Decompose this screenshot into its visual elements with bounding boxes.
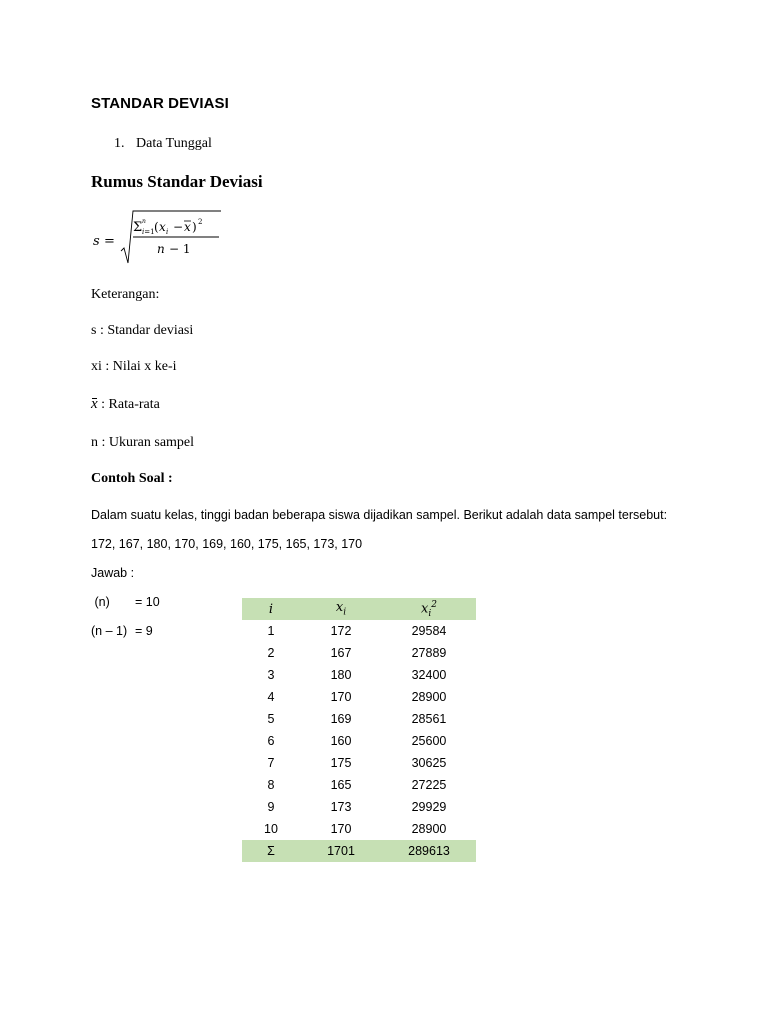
soal-text: Dalam suatu kelas, tinggi badan beberapa siswa dijadikan sampel. Berikut adalah data sampel tersebut: [91,508,668,522]
cell-x-squared: 27225 [411,778,447,792]
jawab-label: Jawab : [91,566,135,580]
cell-i: 10 [264,822,278,836]
n-minus-one-value: = 9 [135,624,153,638]
keterangan-n: n : Ukuran sampel [91,435,195,450]
page-title: STANDAR DEVIASI [91,95,229,112]
keterangan-xi: xi : Nilai x ke-i [91,359,177,374]
cell-i: 1 [267,624,275,638]
cell-x: 167 [330,646,352,660]
cell-x-squared: 29584 [411,624,447,638]
std-dev-formula [91,207,231,267]
cell-x: 170 [330,822,352,836]
cell-x: 173 [330,800,352,814]
cell-i: 8 [267,778,275,792]
table-row [242,752,476,774]
total-x-squared: 289613 [408,844,450,858]
keterangan-xbar [91,396,160,413]
cell-i: 9 [267,800,275,814]
header-xi-squared: $x_i^2$ [421,599,437,619]
table-row [242,642,476,664]
cell-i: 4 [267,690,275,704]
cell-x: 175 [330,756,352,770]
svg-text:s: s [93,234,100,249]
n-info-row [91,595,160,609]
data-line: 172, 167, 180, 170, 169, 160, 175, 165, 173, 170 [91,537,363,551]
cell-x-squared: 28900 [411,822,447,836]
svg-text:): ) [192,220,197,234]
cell-x: 180 [330,668,352,682]
cell-i: 2 [267,646,275,660]
list-item-data-tunggal [114,136,212,152]
svg-text:− 1: − 1 [169,242,191,256]
table-row [242,796,476,818]
cell-x-squared: 30625 [411,756,447,770]
svg-text:=: = [104,234,115,249]
table-row [242,774,476,796]
cell-x: 170 [330,690,352,704]
list-number: 1. [114,136,125,151]
svg-text:2: 2 [198,218,203,226]
cell-x: 165 [330,778,352,792]
table-row [242,686,476,708]
xbar-symbol: x [91,396,98,412]
cell-x: 172 [330,624,352,638]
svg-text:x: x [159,220,166,234]
cell-x-squared: 32400 [411,668,447,682]
n-label: (n) [91,595,110,609]
list-label: Data Tunggal [136,136,212,151]
table-row [242,708,476,730]
cell-x-squared: 29929 [411,800,447,814]
contoh-heading: Contoh Soal : [91,471,173,486]
cell-i: 3 [267,668,275,682]
cell-x-squared: 25600 [411,734,447,748]
svg-text:i=1: i=1 [142,228,155,236]
cell-x-squared: 27889 [411,646,447,660]
n-minus-one-label: (n – 1) [91,624,128,638]
data-table [242,598,476,862]
keterangan-s: s : Standar deviasi [91,323,194,338]
header-i: i [268,601,274,617]
cell-x-squared: 28900 [411,690,447,704]
cell-i: 5 [267,712,275,726]
table-row [242,620,476,642]
table-row [242,664,476,686]
header-xi: $x_i$ [335,600,347,618]
cell-i: 6 [267,734,275,748]
svg-text:(: ( [154,220,159,234]
table-header-row [242,598,476,620]
total-x: 1701 [327,844,355,858]
table-total-row [242,840,476,862]
svg-text:i: i [166,228,169,236]
total-symbol: Σ [267,844,275,858]
svg-text:n: n [142,218,146,225]
table-row [242,818,476,840]
cell-x: 169 [330,712,352,726]
cell-x-squared: 28561 [411,712,447,726]
svg-text:x: x [184,220,191,234]
n-value: = 10 [135,595,160,609]
rumus-heading: Rumus Standar Deviasi [91,172,263,191]
formula-graphic [91,207,231,267]
n-minus-one-row [91,624,153,638]
keterangan-heading: Keterangan: [91,287,160,302]
keterangan-xbar-label: : Rata-rata [97,397,160,412]
cell-x: 160 [330,734,352,748]
cell-i: 7 [267,756,275,770]
table-row [242,730,476,752]
svg-text:−: − [173,220,184,234]
svg-text:Σ: Σ [133,220,143,235]
svg-text:n: n [157,242,165,256]
